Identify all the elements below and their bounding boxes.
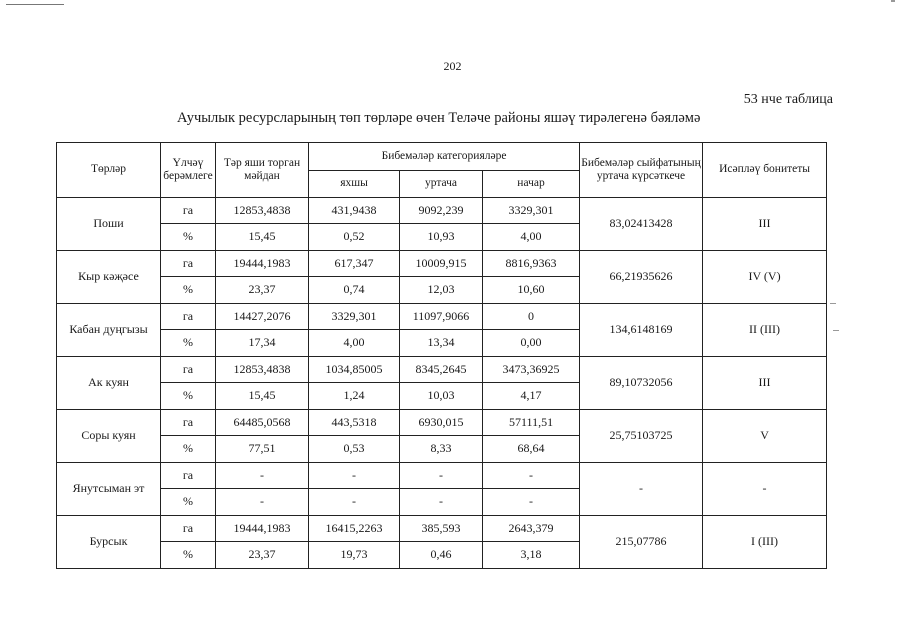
data-table (56, 142, 827, 569)
good-cell: 16415,2263 (309, 516, 400, 542)
poor-cell: 8816,9363 (483, 251, 580, 277)
header-area: Тәр яши торган мәйдан (216, 143, 309, 198)
species-name: Кабан дуңгызы (57, 304, 161, 357)
header-bonitet: Исәпләү бонитеты (703, 143, 827, 198)
medium-cell: - (400, 463, 483, 489)
unit-cell: % (161, 436, 216, 463)
poor-cell: 3473,36925 (483, 357, 580, 383)
poor-cell: 0 (483, 304, 580, 330)
area-cell: 23,37 (216, 542, 309, 569)
species-name: Бурсык (57, 516, 161, 569)
good-cell: 3329,301 (309, 304, 400, 330)
good-cell: 1034,85005 (309, 357, 400, 383)
medium-cell: 11097,9066 (400, 304, 483, 330)
poor-cell: 57111,51 (483, 410, 580, 436)
table-row (57, 304, 827, 330)
header-species: Төрләр (57, 143, 161, 198)
avg-cell: 66,21935626 (580, 251, 703, 304)
unit-cell: % (161, 330, 216, 357)
medium-cell: 8,33 (400, 436, 483, 463)
poor-cell: 2643,379 (483, 516, 580, 542)
bonitet-cell: III (703, 357, 827, 410)
species-name: Ак куян (57, 357, 161, 410)
good-cell: 0,52 (309, 224, 400, 251)
table-row (57, 251, 827, 277)
table-row (57, 357, 827, 383)
avg-cell: 25,75103725 (580, 410, 703, 463)
good-cell: 4,00 (309, 330, 400, 357)
unit-cell: % (161, 542, 216, 569)
medium-cell: 13,34 (400, 330, 483, 357)
medium-cell: 12,03 (400, 277, 483, 304)
avg-cell: 215,07786 (580, 516, 703, 569)
unit-cell: га (161, 304, 216, 330)
medium-cell: 8345,2645 (400, 357, 483, 383)
area-cell: 77,51 (216, 436, 309, 463)
medium-cell: 10009,915 (400, 251, 483, 277)
avg-cell: 89,10732056 (580, 357, 703, 410)
species-name: Янутсыман эт (57, 463, 161, 516)
good-cell: 431,9438 (309, 198, 400, 224)
table-row (57, 198, 827, 224)
header-avg-indicator: Бибемәләр сыйфатының уртача күрсәткече (580, 143, 703, 198)
medium-cell: 385,593 (400, 516, 483, 542)
table-row (57, 410, 827, 436)
area-cell: 15,45 (216, 224, 309, 251)
bonitet-cell: III (703, 198, 827, 251)
good-cell: 617,347 (309, 251, 400, 277)
unit-cell: га (161, 198, 216, 224)
bonitet-cell: - (703, 463, 827, 516)
bonitet-cell: II (III) (703, 304, 827, 357)
species-name: Кыр кәҗәсе (57, 251, 161, 304)
area-cell: 12853,4838 (216, 198, 309, 224)
medium-cell: 6930,015 (400, 410, 483, 436)
unit-cell: % (161, 224, 216, 251)
medium-cell: 0,46 (400, 542, 483, 569)
poor-cell: 0,00 (483, 330, 580, 357)
avg-cell: - (580, 463, 703, 516)
scan-mark (891, 0, 895, 2)
good-cell: 19,73 (309, 542, 400, 569)
medium-cell: 9092,239 (400, 198, 483, 224)
medium-cell: 10,03 (400, 383, 483, 410)
good-cell: - (309, 463, 400, 489)
header-row (57, 143, 827, 171)
poor-cell: 4,00 (483, 224, 580, 251)
species-name: Соры куян (57, 410, 161, 463)
area-cell: - (216, 463, 309, 489)
avg-cell: 134,6148169 (580, 304, 703, 357)
poor-cell: - (483, 463, 580, 489)
good-cell: 0,74 (309, 277, 400, 304)
area-cell: 19444,1983 (216, 251, 309, 277)
area-cell: 15,45 (216, 383, 309, 410)
poor-cell: 3,18 (483, 542, 580, 569)
good-cell: - (309, 489, 400, 516)
area-cell: 12853,4838 (216, 357, 309, 383)
poor-cell: 3329,301 (483, 198, 580, 224)
unit-cell: га (161, 357, 216, 383)
good-cell: 0,53 (309, 436, 400, 463)
area-cell: 23,37 (216, 277, 309, 304)
header-medium: уртача (400, 171, 483, 198)
scan-mark (830, 303, 836, 304)
scan-mark (6, 4, 64, 5)
poor-cell: 10,60 (483, 277, 580, 304)
avg-cell: 83,02413428 (580, 198, 703, 251)
header-poor: начар (483, 171, 580, 198)
unit-cell: % (161, 489, 216, 516)
scan-mark (833, 330, 839, 331)
area-cell: 14427,2076 (216, 304, 309, 330)
table-row (57, 516, 827, 542)
poor-cell: - (483, 489, 580, 516)
table-number: 53 нче таблица (743, 92, 833, 107)
unit-cell: % (161, 383, 216, 410)
table-title: Аучылык ресурсларының төп төрләре өчен Теләче районы яшәү тирәлегенә бәяләмә (177, 110, 701, 126)
poor-cell: 68,64 (483, 436, 580, 463)
table-row (57, 463, 827, 489)
area-cell: - (216, 489, 309, 516)
header-good: яхшы (309, 171, 400, 198)
bonitet-cell: V (703, 410, 827, 463)
poor-cell: 4,17 (483, 383, 580, 410)
header-categories: Бибемәләр категорияләре (309, 143, 580, 171)
good-cell: 1,24 (309, 383, 400, 410)
header-unit: Үлчәү берәмлеге (161, 143, 216, 198)
unit-cell: га (161, 410, 216, 436)
page-number: 202 (443, 59, 462, 73)
area-cell: 64485,0568 (216, 410, 309, 436)
unit-cell: га (161, 463, 216, 489)
medium-cell: - (400, 489, 483, 516)
bonitet-cell: I (III) (703, 516, 827, 569)
species-name: Поши (57, 198, 161, 251)
good-cell: 443,5318 (309, 410, 400, 436)
area-cell: 19444,1983 (216, 516, 309, 542)
unit-cell: га (161, 251, 216, 277)
area-cell: 17,34 (216, 330, 309, 357)
unit-cell: % (161, 277, 216, 304)
medium-cell: 10,93 (400, 224, 483, 251)
unit-cell: га (161, 516, 216, 542)
bonitet-cell: IV (V) (703, 251, 827, 304)
